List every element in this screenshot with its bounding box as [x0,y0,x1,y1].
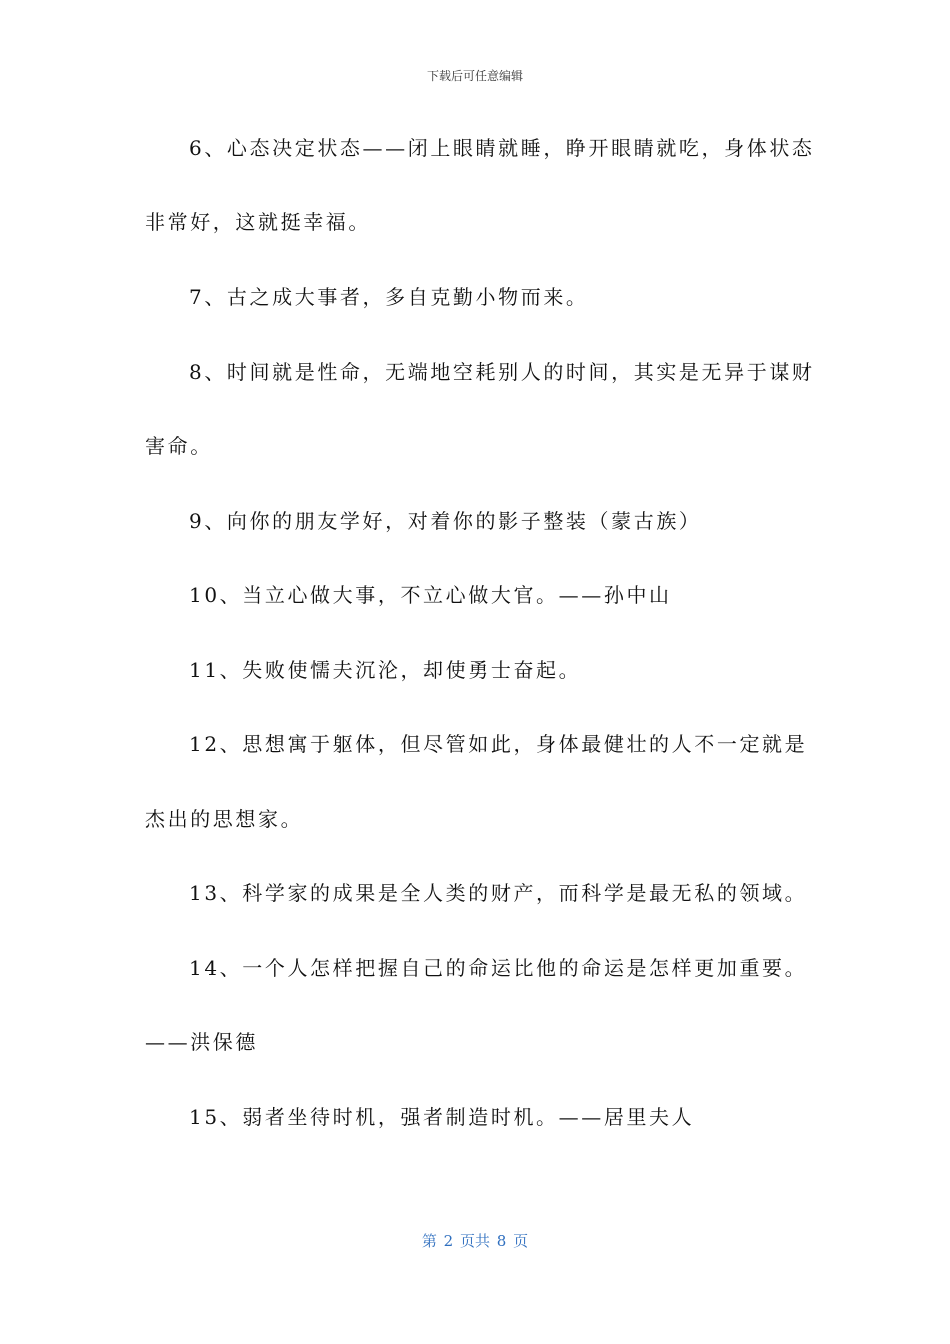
quote-11: 11、失败使懦夫沉沦，却使勇士奋起。 [189,658,582,682]
quote-14-line-2: ——洪保德 [145,1030,258,1054]
page-footer [0,1230,950,1251]
quote-7: 7、古之成大事者，多自克勤小物而来。 [189,285,589,309]
quote-15: 15、弱者坐待时机，强者制造时机。——居里夫人 [189,1105,695,1129]
quote-12-line-2: 杰出的思想家。 [145,807,304,831]
quote-12-line-1: 12、思想寓于躯体，但尽管如此，身体最健壮的人不一定就是 [189,732,808,756]
quote-10: 10、当立心做大事，不立心做大官。——孙中山 [189,583,672,607]
quote-13: 13、科学家的成果是全人类的财产，而科学是最无私的领域。 [189,881,808,905]
quote-14-line-1: 14、一个人怎样把握自己的命运比他的命运是怎样更加重要。 [189,956,808,980]
quote-8-line-2: 害命。 [145,434,213,458]
quote-6-line-1: 6、心态决定状态——闭上眼睛就睡，睁开眼睛就吃，身体状态 [189,136,815,160]
quote-9: 9、向你的朋友学好，对着你的影子整装（蒙古族） [189,509,702,533]
quote-8-line-1: 8、时间就是性命，无端地空耗别人的时间，其实是无异于谋财 [189,360,815,384]
page-header: 下载后可任意编辑 [426,69,523,83]
quote-6-line-2: 非常好，这就挺幸福。 [145,210,371,234]
page-number-text: 第 2 页共 8 页 [421,1232,529,1250]
